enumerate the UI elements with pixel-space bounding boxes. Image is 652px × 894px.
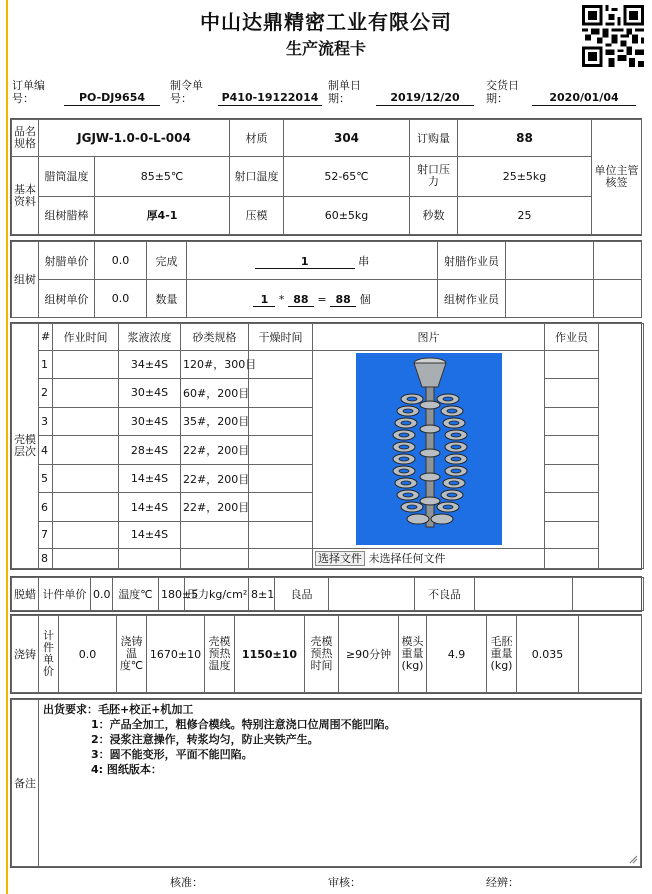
pour-piece-price-label: 计件单价 xyxy=(39,616,59,693)
calc-unit: 個 xyxy=(359,292,371,306)
row-no: 7 xyxy=(39,522,53,549)
basic-info-grid xyxy=(10,118,642,236)
shell-blank-col xyxy=(599,324,644,569)
qty-label: 数量 xyxy=(147,280,187,318)
row-dry xyxy=(249,493,313,522)
inject-worker-value xyxy=(506,242,594,280)
picture-cell xyxy=(313,350,545,548)
material-value: 304 xyxy=(284,120,410,157)
order-no-value: PO-DJ9654 xyxy=(64,90,160,106)
row-no: 5 xyxy=(39,464,53,493)
tree-worker-label: 组树作业员 xyxy=(438,280,506,318)
col-header-conc: 浆液浓度 xyxy=(119,324,181,351)
shell-block xyxy=(10,322,642,570)
row-sand: 35#，200目 xyxy=(181,407,249,436)
company-name: 中山达鼎精密工业有限公司 xyxy=(200,10,452,34)
review-label: 审核： xyxy=(328,876,361,889)
row-worker xyxy=(545,436,599,465)
col-header-dry: 干燥时间 xyxy=(249,324,313,351)
row-dry xyxy=(249,350,313,379)
approve-label: 核准： xyxy=(170,876,203,889)
dewax-temp-value: 180±5 xyxy=(159,578,185,611)
document-title: 生产流程卡 xyxy=(285,39,366,58)
row-worker xyxy=(545,522,599,549)
make-date-value: 2019/12/20 xyxy=(376,90,474,106)
file-picker xyxy=(313,548,545,568)
row-worker xyxy=(545,379,599,408)
row-no: 6 xyxy=(39,493,53,522)
col-header-no: # xyxy=(39,324,53,351)
shell-preheat-temp-label: 壳模预热温度 xyxy=(205,616,235,693)
dewax-blank xyxy=(573,578,644,611)
inject-worker-label: 射腊作业员 xyxy=(438,242,506,280)
remarks-label: 备注 xyxy=(12,700,39,867)
dewax-temp-label: 温度℃ xyxy=(113,578,159,611)
row-worker xyxy=(545,350,599,379)
no-file-text: 未选择任何文件 xyxy=(368,552,446,566)
supervisor-label: 单位主管核签 xyxy=(592,120,642,235)
row-conc xyxy=(119,548,181,568)
tree-blank-cell-2 xyxy=(594,280,642,318)
row-time xyxy=(53,548,119,568)
qr-code-icon xyxy=(582,4,644,68)
gate-pressure-label: 射口压力 xyxy=(410,157,458,196)
gate-temp-label: 射口温度 xyxy=(230,157,284,196)
qty-label: 订购量 xyxy=(410,120,458,157)
wax-temp-value: 85±5℃ xyxy=(95,157,230,196)
calc-a: 1 xyxy=(253,293,275,307)
press-die-label: 压模 xyxy=(230,196,284,234)
col-header-sand: 砂类规格 xyxy=(181,324,249,351)
strings-value: 1 xyxy=(255,255,355,269)
row-time xyxy=(53,436,119,465)
row-time xyxy=(53,464,119,493)
row-worker xyxy=(545,548,599,568)
resize-handle-icon[interactable] xyxy=(628,854,638,864)
tree-rod-label: 组树腊棒 xyxy=(39,196,95,234)
remark-item-4: 4: 图纸版本： xyxy=(91,763,162,776)
blank-weight-label: 毛胚重量(kg) xyxy=(487,616,517,693)
tree-block xyxy=(10,240,642,318)
pour-blank xyxy=(579,616,642,693)
basic-info-label: 基本资料 xyxy=(12,157,39,235)
inject-price-value: 0.0 xyxy=(95,242,147,280)
row-no: 1 xyxy=(39,350,53,379)
remark-item-3: 3：圆不能变形，平面不能凹陷。 xyxy=(91,748,253,761)
row-no: 2 xyxy=(39,379,53,408)
row-dry xyxy=(249,522,313,549)
cmd-no-label: 制令单号： xyxy=(170,79,203,105)
row-conc: 14±4S xyxy=(119,522,181,549)
row-no: 8 xyxy=(39,548,53,568)
row-sand: 22#，200目 xyxy=(181,464,249,493)
product-tree-picture xyxy=(356,353,502,545)
row-time xyxy=(53,493,119,522)
row-conc: 14±4S xyxy=(119,464,181,493)
row-sand: 120#，300目 xyxy=(181,350,249,379)
choose-file-button[interactable]: 选择文件 xyxy=(315,551,365,566)
remarks-block xyxy=(10,698,642,868)
col-header-worker: 作业员 xyxy=(545,324,599,351)
casting-tree-icon xyxy=(356,353,502,545)
strings-unit: 串 xyxy=(358,254,370,268)
row-sand xyxy=(181,548,249,568)
head-weight-label: 模头重量(kg) xyxy=(399,616,427,693)
row-worker xyxy=(545,407,599,436)
left-border xyxy=(6,0,8,894)
col-header-time: 作业时间 xyxy=(53,324,119,351)
row-time xyxy=(53,407,119,436)
calc-eq: = xyxy=(317,292,327,306)
row-time xyxy=(53,379,119,408)
remark-item-2: 2：浸浆注意操作，转浆均匀，防止夹铁产生。 xyxy=(91,733,319,746)
shell-section-label: 壳模层次 xyxy=(12,324,39,569)
dewax-label: 脱蜡 xyxy=(12,578,39,611)
press-die-value: 60±5kg xyxy=(284,196,410,234)
remarks-textarea[interactable] xyxy=(39,700,641,867)
calc-b: 88 xyxy=(288,293,314,307)
row-conc: 30±4S xyxy=(119,407,181,436)
seconds-value: 25 xyxy=(458,196,592,234)
make-date-label: 制单日期： xyxy=(328,79,361,105)
row-sand xyxy=(181,522,249,549)
good-label: 良品 xyxy=(275,578,329,611)
pour-piece-price: 0.0 xyxy=(59,616,117,693)
row-conc: 34±4S xyxy=(119,350,181,379)
row-conc: 28±4S xyxy=(119,436,181,465)
qty-value: 88 xyxy=(458,120,592,157)
row-conc: 14±4S xyxy=(119,493,181,522)
row-sand: 22#，200目 xyxy=(181,436,249,465)
remark-item-1: 1：产品全加工，粗修合模线。特别注意浇口位周围不能凹陷。 xyxy=(91,718,396,731)
dewax-block xyxy=(10,576,642,612)
blank-weight-value: 0.035 xyxy=(517,616,579,693)
row-time xyxy=(53,522,119,549)
spec-label: 品名规格 xyxy=(12,120,39,157)
col-header-picture: 图片 xyxy=(313,324,545,351)
order-no-label: 订单编号： xyxy=(12,79,45,105)
done-label: 完成 xyxy=(147,242,187,280)
dewax-pressure-value: 8±1 xyxy=(249,578,275,611)
gate-temp-value: 52-65℃ xyxy=(284,157,410,196)
good-value xyxy=(329,578,415,611)
seconds-label: 秒数 xyxy=(410,196,458,234)
shell-preheat-time-value: ≥90分钟 xyxy=(339,616,399,693)
tree-blank-cell xyxy=(594,242,642,280)
shell-preheat-temp-value: 1150±10 xyxy=(235,616,305,693)
pour-temp-value: 1670±10 xyxy=(147,616,205,693)
pour-temp-label: 浇铸温度℃ xyxy=(117,616,147,693)
spec-value: JGJW-1.0-0-L-004 xyxy=(39,120,230,157)
calc-c: 88 xyxy=(330,293,356,307)
row-dry xyxy=(249,464,313,493)
qty-calc-cell xyxy=(187,280,438,318)
material-label: 材质 xyxy=(230,120,284,157)
tree-worker-value xyxy=(506,280,594,318)
dewax-piece-price-label: 计件单价 xyxy=(39,578,91,611)
tree-price-value: 0.0 xyxy=(95,280,147,318)
pour-label: 浇铸 xyxy=(12,616,39,693)
head-weight-value: 4.9 xyxy=(427,616,487,693)
row-sand: 22#，200目 xyxy=(181,493,249,522)
row-time xyxy=(53,350,119,379)
strings-cell xyxy=(187,242,438,280)
cmd-no-value: P410-19122014 xyxy=(218,90,322,106)
calc-op: * xyxy=(278,292,285,306)
handler-label: 经辨： xyxy=(486,876,519,889)
shell-preheat-time-label: 壳模预热时间 xyxy=(305,616,339,693)
tree-section-label: 组树 xyxy=(12,242,39,318)
row-conc: 30±4S xyxy=(119,379,181,408)
wax-temp-label: 腊筒温度 xyxy=(39,157,95,196)
row-dry xyxy=(249,548,313,568)
delivery-date-value: 2020/01/04 xyxy=(532,90,636,106)
bad-label: 不良品 xyxy=(415,578,475,611)
dewax-piece-price: 0.0 xyxy=(91,578,113,611)
row-dry xyxy=(249,436,313,465)
row-dry xyxy=(249,407,313,436)
gate-pressure-value: 25±5kg xyxy=(458,157,592,196)
row-worker xyxy=(545,493,599,522)
tree-rod-value: 厚4-1 xyxy=(95,196,230,234)
tree-price-label: 组树单价 xyxy=(39,280,95,318)
row-sand: 60#，200目 xyxy=(181,379,249,408)
row-dry xyxy=(249,379,313,408)
row-no: 4 xyxy=(39,436,53,465)
delivery-date-label: 交货日期： xyxy=(486,79,519,105)
row-no: 3 xyxy=(39,407,53,436)
inject-price-label: 射腊单价 xyxy=(39,242,95,280)
pour-block xyxy=(10,614,642,694)
bad-value xyxy=(475,578,573,611)
remarks-title: 出货要求：毛胚+校正+机加工 xyxy=(43,703,194,716)
dewax-pressure-label: 压力kg/cm² xyxy=(185,578,249,611)
row-worker xyxy=(545,464,599,493)
